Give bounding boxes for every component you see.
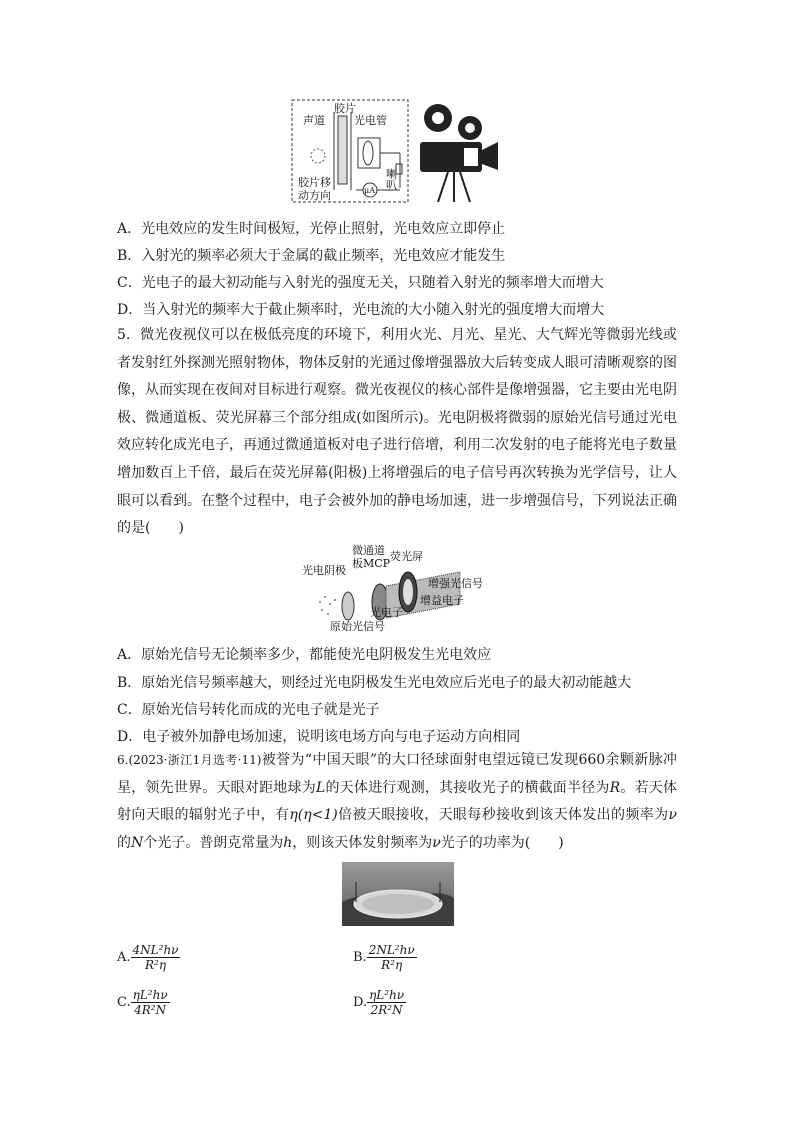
q6-source: 6.(2023·浙江1月选考·11) xyxy=(117,753,262,767)
fraction: $\frac{\text{ηL²hν}}{\text{2R²N}}$ xyxy=(369,988,405,1017)
image-intensifier-diagram xyxy=(300,542,500,634)
label-mcp-2: 板MCP xyxy=(352,557,391,570)
label-screen: 荧光屏 xyxy=(390,550,423,563)
label-cathode: 光电阴极 xyxy=(302,564,346,577)
q6-option-d: D. $\frac{\text{ηL²hν}}{\text{2R²N}}$ xyxy=(353,988,405,1017)
q6-option-a: A. $\frac{\text{4NL²hν}}{\text{R²η}}$ xyxy=(117,943,179,972)
label-meter: μA xyxy=(364,186,375,195)
label-sound-track: 声道 xyxy=(303,114,325,127)
q5-option-d: D．电子被外加静电场加速，说明该电场方向与电子运动方向相同 xyxy=(117,729,521,745)
q4-option-d: D．当入射光的频率大于截止频率时，光电流的大小随入射光的强度增大而增大 xyxy=(117,302,605,318)
label-photoelectron: 光电子 xyxy=(370,606,403,619)
q4-option-a: A．光电效应的发生时间极短，光停止照射，光电效应立即停止 xyxy=(117,221,506,237)
q5-option-a: A．原始光信号无论频率多少，都能使光电阴极发生光电效应 xyxy=(117,647,492,663)
label-film: 胶片 xyxy=(334,102,356,115)
q6-option-b: B. $\frac{\text{2NL²hν}}{\text{R²η}}$ xyxy=(353,943,415,972)
q6-stem: 6.(2023·浙江1月选考·11)被誉为“中国天眼”的大口径球面射电望远镜已发现660余颗新脉冲星，领先世界。天眼对距地球为L的天体进行观测，其接收光子的横截面半径为R。若天体射向天眼的辐射光子中，有η(η<1)倍被天眼接收，天眼每秒接收到该天体发出的频率为ν的N个光子。普朗克常量为h，则该天体发射频率为ν光子的功率为( ) xyxy=(117,752,678,851)
q6-option-c: C. $\frac{\text{ηL²hν}}{\text{4R²N}}$ xyxy=(117,988,168,1017)
label-enhanced: 增强光信号 xyxy=(428,577,483,590)
label-film-direction-2: 动方向 xyxy=(298,189,331,202)
label-speaker: 喇叭 xyxy=(384,168,398,190)
q4-option-c: C．光电子的最大初动能与入射光的强度无关，只随着入射光的频率增大而增大 xyxy=(117,275,604,291)
label-original: 原始光信号 xyxy=(330,620,385,633)
label-phototube: 光电管 xyxy=(354,114,387,127)
fraction: $\frac{\text{ηL²hν}}{\text{4R²N}}$ xyxy=(132,988,168,1017)
q5-stem: 5．微光夜视仪可以在极低亮度的环境下，利用火光、月光、星光、大气辉光等微弱光线或者发射红外探测光照射物体，物体反射的光通过像增强器放大后转变成人眼可清晰观察的图像，从而实现在夜间对目标进行观察。微光夜视仪的核心部件是像增强器，它主要由光电阴极、微通道板、荧光屏幕三个部分组成(如图所示)。光电阴极将微弱的原始光信号通过光电效应转化成光电子，再通过微通道板对电子进行倍增，利用二次发射的电子能将光电子数量增加数百上千倍，最后在荧光屏幕(阳极)上将增强后的电子信号再次转换为光学信号，让人眼可以看到。在整个过程中，电子会被外加的静电场加速，进一步增强信号，下列说法正确的是( ) xyxy=(117,327,677,537)
label-film-direction-1: 胶片移 xyxy=(298,176,331,189)
fraction: $\frac{\text{4NL²hν}}{\text{R²η}}$ xyxy=(132,943,179,972)
q4-option-b: B．入射光的频率必须大于金属的截止频率，光电效应才能发生 xyxy=(117,248,506,264)
q5-option-c: C．原始光信号转化而成的光电子就是光子 xyxy=(117,702,380,718)
label-mcp-1: 微通道 xyxy=(352,544,385,557)
projector-diagram xyxy=(288,98,508,204)
q5-option-b: B．原始光信号频率越大，则经过光电阴极发生光电效应后光电子的最大初动能越大 xyxy=(117,675,632,691)
fraction: $\frac{\text{2NL²hν}}{\text{R²η}}$ xyxy=(368,943,415,972)
fast-telescope-photo xyxy=(342,862,454,926)
label-gain: 增益电子 xyxy=(420,594,464,607)
